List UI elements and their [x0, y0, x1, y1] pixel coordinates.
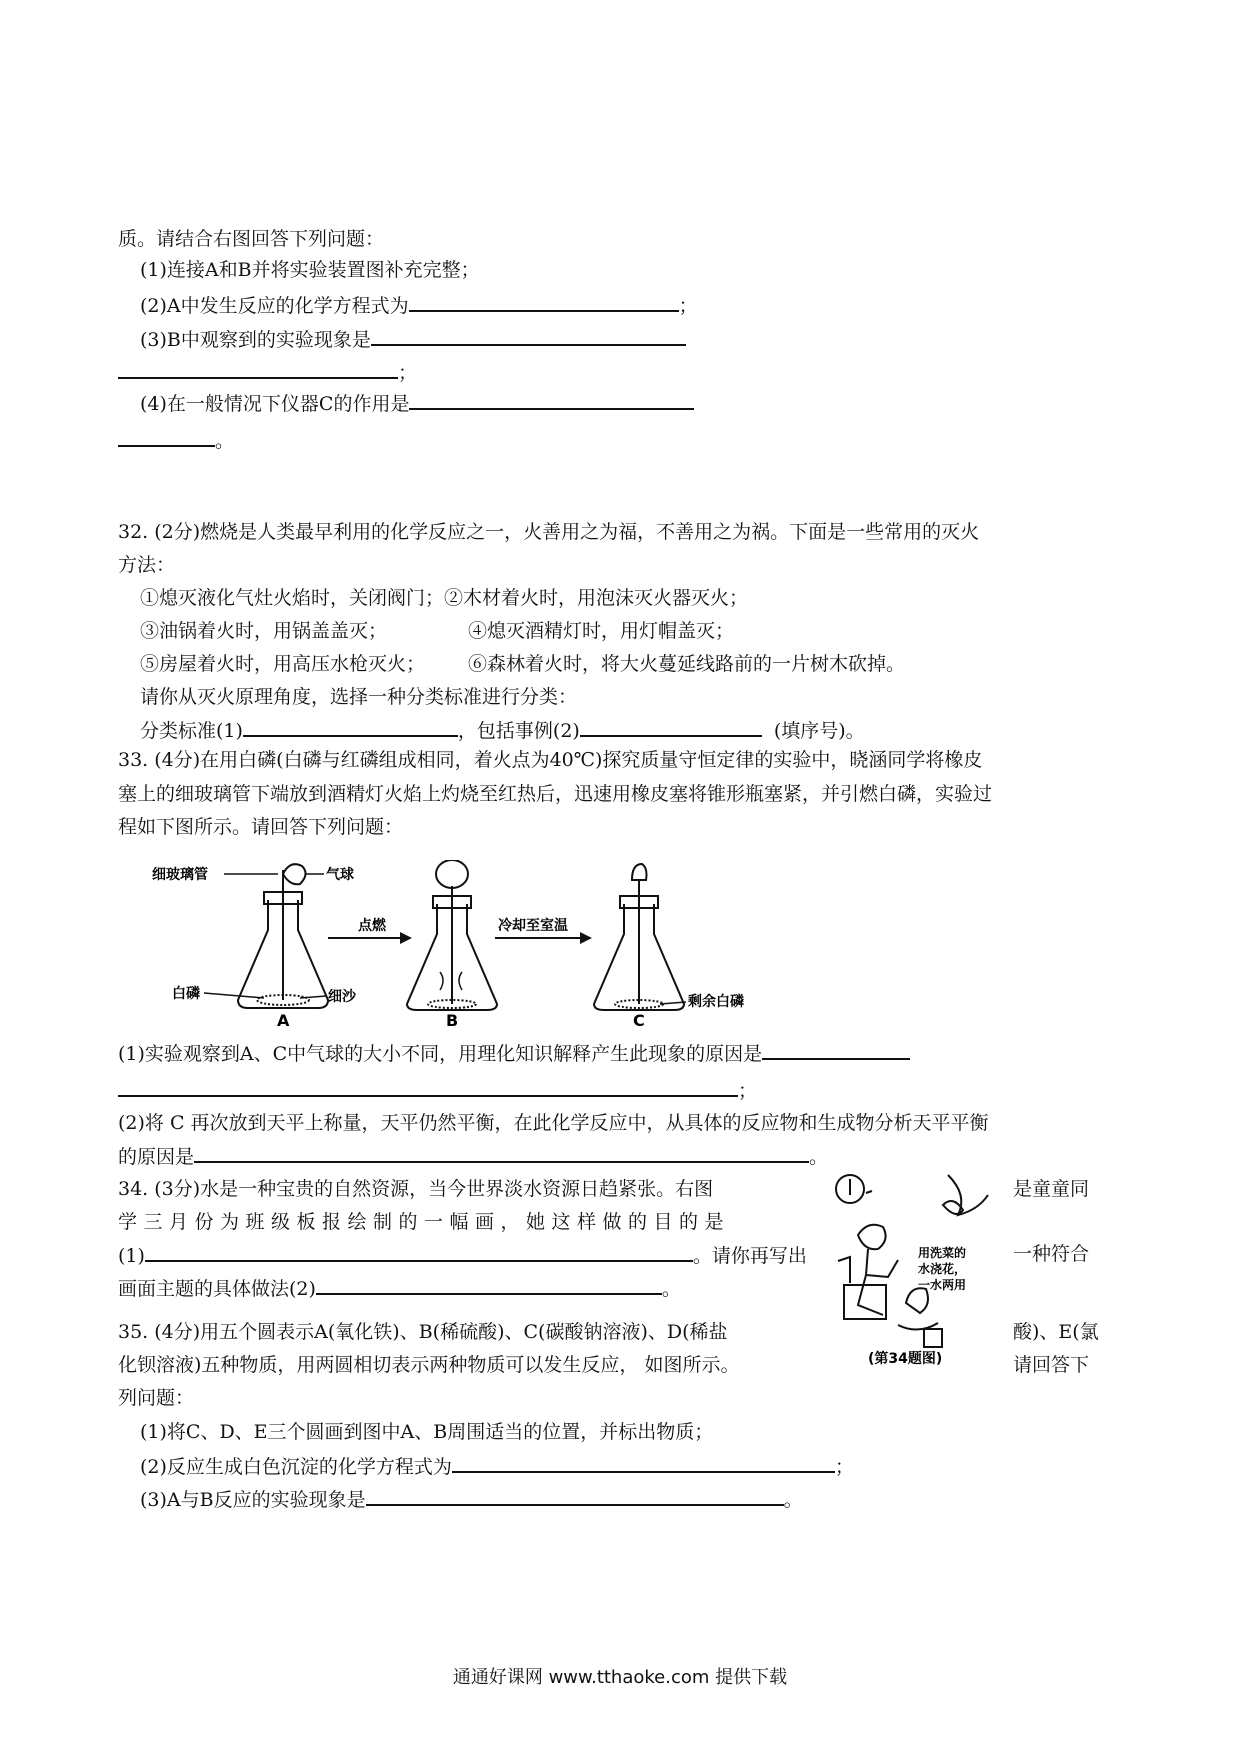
q31-part3-text: (3)B中观察到的实验现象是	[140, 329, 371, 351]
q35-part3-text: (3)A与B反应的实验现象是	[140, 1489, 366, 1511]
q32-line1: 32. (2分)燃烧是人类最早利用的化学反应之一，火善用之为福，不善用之为祸。下面是一些常用的灭火	[118, 521, 980, 543]
sand-label: 细沙	[328, 989, 356, 1005]
q32-item-4: ④熄灭酒精灯时，用灯帽盖灭；	[468, 620, 735, 642]
q33-sub2-cont	[118, 1141, 828, 1171]
q33-sub2-end: 。	[809, 1146, 829, 1168]
q33-sub1-cont	[118, 1075, 757, 1105]
q33-sub2: (2)将 C 再次放到天平上称量，天平仍然平衡，在此化学反应中，从具体的反应物和生成物分析天平平衡	[118, 1112, 989, 1134]
q31-part4-end: 。	[215, 430, 235, 452]
remaining-label-line	[660, 1002, 686, 1004]
q34-line3-right: 一种符合	[1013, 1243, 1090, 1265]
q31-part3	[140, 324, 686, 354]
q31-part3-end: ；	[398, 362, 418, 384]
q34-answer-blank-1[interactable]	[145, 1240, 693, 1262]
cool-label: 冷却至室温	[498, 918, 568, 934]
flask-b-label: B	[446, 1011, 459, 1030]
q31-answer-blank-4[interactable]	[409, 388, 694, 410]
q35-part2-text: (2)反应生成白色沉淀的化学方程式为	[140, 1456, 452, 1478]
q35-answer-blank-3[interactable]	[366, 1484, 784, 1506]
q35-line1-right: 酸)、E(氯	[1013, 1321, 1099, 1343]
q35-answer-blank-2[interactable]	[452, 1451, 835, 1473]
q33-answer-blank-2[interactable]	[194, 1141, 809, 1163]
q31-part4-text: (4)在一般情况下仪器C的作用是	[140, 393, 410, 415]
q33-line1: 33. (4分)在用白磷(白磷与红磷组成相同，着火点为40℃)探究质量守恒定律的实验中，晓涵同学将橡皮	[118, 749, 983, 771]
flask-b	[407, 860, 497, 1010]
q33-sub1-end: ；	[738, 1080, 758, 1102]
q31-part2	[140, 290, 698, 320]
flask-c-label: C	[633, 1011, 645, 1030]
flask-a	[238, 864, 328, 1008]
q34-line3-text: 。请你再写出	[692, 1245, 807, 1267]
q32-cls-fill-note: (填序号)。	[773, 720, 865, 742]
arrow-ignite-head	[400, 932, 412, 944]
q35-part2	[140, 1451, 854, 1481]
q32-cls-standard: 分类标准(1)	[140, 720, 243, 742]
phosphorus-label-line	[204, 993, 264, 998]
q34-line4	[118, 1273, 681, 1303]
q31-answer-blank-4b[interactable]	[118, 425, 215, 447]
q34-line4-end: 。	[661, 1278, 681, 1300]
phosphorus-label: 白磷	[172, 986, 200, 1002]
q32-item-6: ⑥森林着火时，将大火蔓延线路前的一片树木砍掉。	[468, 653, 906, 675]
q31-answer-blank-3[interactable]	[371, 324, 686, 346]
page-footer: 通通好课网 www.tthaoke.com 提供下载	[452, 1667, 788, 1688]
q32-prompt: 请你从灭火原理角度，选择一种分类标准进行分类：	[140, 686, 578, 708]
q35-part3-end: 。	[783, 1489, 803, 1511]
q33-sub1-text: (1)实验观察到A、C中气球的大小不同，用理化知识解释产生此现象的原因是	[118, 1043, 763, 1065]
q33-line3: 程如下图所示。请回答下列问题：	[118, 816, 404, 838]
q35-line3: 列问题：	[118, 1387, 195, 1409]
remaining-label: 剩余白磷	[688, 994, 744, 1010]
q34-poster-illustration	[828, 1165, 1008, 1365]
q32-line2: 方法：	[118, 554, 176, 576]
q32-item-3: ③油锅着火时，用锅盖盖灭；	[140, 620, 388, 642]
q33-answer-blank-1[interactable]	[762, 1038, 910, 1060]
q34-line3-num: (1)	[118, 1245, 145, 1267]
q32-item-1-2: ①熄灭液化气灶火焰时，关闭阀门；②木材着火时，用泡沫灭火器灭火；	[140, 587, 749, 609]
q35-line2-right: 请回答下	[1013, 1354, 1090, 1376]
q31-intro: 质。请结合右图回答下列问题：	[118, 228, 385, 250]
q31-part4-cont	[118, 425, 234, 455]
q35-part1: (1)将C、D、E三个圆画到图中A、B周围适当的位置，并标出物质；	[140, 1421, 714, 1443]
q34-line1-left: 34. (3分)水是一种宝贵的自然资源，当今世界淡水资源日趋紧张。右图	[118, 1178, 714, 1200]
q31-part2-text: (2)A中发生反应的化学方程式为	[140, 295, 409, 317]
q31-part4	[140, 388, 694, 418]
q32-answer-blank-2[interactable]	[580, 715, 762, 737]
balloon-label: 气球	[326, 867, 354, 883]
q34-figure-caption: (第34题图)	[868, 1351, 943, 1365]
q35-part3	[140, 1484, 803, 1514]
q32-answer-blank-1[interactable]	[243, 715, 458, 737]
q35-part2-end: ；	[834, 1456, 854, 1478]
q32-classification	[140, 715, 865, 745]
flask-c	[594, 864, 684, 1010]
arrow-cool-head	[580, 932, 592, 944]
q31-answer-blank-2[interactable]	[409, 290, 679, 312]
poster-text-3: 一水两用	[918, 1278, 967, 1292]
poster-text-2: 水浇花，	[918, 1262, 967, 1276]
q31-part1: (1)连接A和B并将实验装置图补充完整；	[140, 259, 480, 281]
q35-line1-left: 35. (4分)用五个圆表示A(氧化铁)、B(稀硫酸)、C(碳酸钠溶液)、D(稀盐	[118, 1321, 728, 1343]
q32-item-5: ⑤房屋着火时，用高压水枪灭火；	[140, 653, 426, 675]
poster-text-1: 用洗菜的	[918, 1246, 967, 1260]
q33-experiment-figure	[140, 860, 860, 1030]
q33-line2: 塞上的细玻璃管下端放到酒精灯火焰上灼烧至红热后，迅速用橡皮塞将锥形瓶塞紧，并引燃白磷，实验过	[118, 783, 993, 805]
ignite-label: 点燃	[358, 918, 386, 934]
q32-cls-examples: ，包括事例(2)	[457, 720, 580, 742]
q34-line2-left: 学三月份为班级板报绘制的一幅画，她这样做的目的是	[118, 1211, 731, 1233]
q34-answer-blank-2[interactable]	[316, 1273, 662, 1295]
flask-a-label: A	[277, 1011, 290, 1030]
q35-line2-left: 化钡溶液)五种物质，用两圆相切表示两种物质可以发生反应， 如图所示。	[118, 1354, 740, 1376]
q34-line3	[118, 1240, 807, 1270]
q33-sub1	[118, 1038, 910, 1068]
q33-answer-blank-1b[interactable]	[118, 1075, 738, 1097]
q31-answer-blank-3b[interactable]	[118, 357, 398, 379]
q33-sub2-text: 的原因是	[118, 1146, 195, 1168]
q34-line4-text: 画面主题的具体做法(2)	[118, 1278, 316, 1300]
q31-part2-end: ；	[678, 295, 698, 317]
q31-part3-cont	[118, 357, 417, 387]
tube-label: 细玻璃管	[152, 867, 208, 883]
q34-line1-right: 是童童同	[1013, 1178, 1090, 1200]
